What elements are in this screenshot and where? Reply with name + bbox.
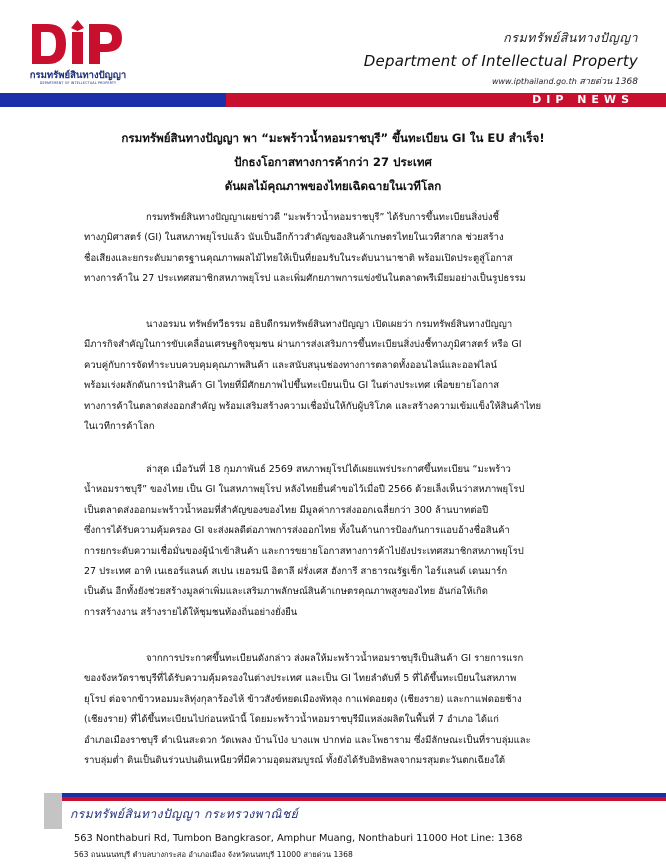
paragraph-line: ชื่อเสียงและยกระดับมาตรฐานคุณภาพผลไม้ไทยให้เป็นที่ยอมรับในระดับนานาชาติ พร้อมเปิดประตูสู่โอกาส bbox=[84, 252, 513, 264]
letterhead-footer bbox=[0, 793, 666, 866]
logo-dept-text: DEPARTMENT OF INTELLECTUAL PROPERTY bbox=[39, 81, 117, 85]
org-thai-name: กรมทรัพย์สินทางปัญญา bbox=[503, 30, 638, 45]
paragraph-line: 27 ประเทศ อาทิ เนเธอร์แลนด์ สเปน เยอรมนี อิตาลี ฝรั่งเศส ฮังการี สาธารณรัฐเช็ก ไอร์แลนด์ เดนมาร์ก bbox=[84, 566, 508, 578]
title-line-3: ดันผลไม้คุณภาพของไทยเฉิดฉายในเวทีโลก bbox=[224, 179, 442, 193]
paragraph-4 bbox=[84, 649, 584, 771]
footer-address-thai: 563 ถนนนนทบุรี ตำบลบางกระสอ อำเภอเมือง จังหวัดนนทบุรี 11000 สายด่วน 1368 bbox=[74, 850, 353, 859]
header-org-block bbox=[364, 28, 638, 88]
paragraph-line: กรมทรัพย์สินทางปัญญาเผยข่าวดี “มะพร้าวน้ำหอมราชบุรี” ได้รับการขึ้นทะเบียนสิ่งบ่งชี้ bbox=[146, 212, 499, 223]
paragraph-line: การสร้างงาน สร้างรายได้ให้ชุมชนท้องถิ่นอย่างยั่งยืน bbox=[84, 606, 298, 618]
paragraph-line: การยกระดับความเชื่อมั่นของผู้นำเข้าสินค้า และการขยายโอกาสทางการค้าไปยังประเทศสมาชิกสหภาพยุโรป bbox=[84, 545, 524, 557]
band-blue-segment bbox=[0, 93, 226, 107]
footer-thai-banner: กรมทรัพย์สินทางปัญญา กระทรวงพาณิชย์ bbox=[70, 807, 299, 821]
hotline-text: สายด่วน 1368 bbox=[579, 77, 638, 87]
dip-news-label: DIP NEWS bbox=[532, 93, 634, 106]
news-title bbox=[60, 126, 606, 198]
paragraph-line: ของจังหวัดราชบุรีที่ได้รับความคุ้มครองในต่างประเทศ และเป็น GI ไทยลำดับที่ 5 ที่ได้ขึ้นทะเบียนในสหภาพ bbox=[84, 673, 517, 685]
paragraph-2 bbox=[84, 315, 584, 437]
paragraph-line: ทางการค้าใน 27 ประเทศสมาชิกสหภาพยุโรป และเพิ่มศักยภาพการแข่งขันในตลาดพรีเมียมอย่างเป็นรูปธรรม bbox=[84, 273, 526, 285]
paragraph-line: มีภารกิจสำคัญในการขับเคลื่อนเศรษฐกิจชุมชน ผ่านการส่งเสริมการขึ้นทะเบียนสิ่งบ่งชี้ทางภูมิศาสตร์ หรือ GI bbox=[84, 339, 522, 351]
paragraph-line: จากการประกาศขึ้นทะเบียนดังกล่าว ส่งผลให้มะพร้าวน้ำหอมราชบุรีเป็นสินค้า GI รายการแรก bbox=[146, 653, 524, 664]
paragraph-line: ยุโรป ต่อจากข้าวหอมมะลิทุ่งกุลาร้องไห้ ข้าวสังข์หยดเมืองพัทลุง กาแฟดอยตุง (เชียงราย) และกาแฟดอยช้าง bbox=[84, 693, 522, 705]
footer-address-english: 563 Nonthaburi Rd, Tumbon Bangkrasor, Amphur Muang, Nonthaburi 11000 Hot Line: 1368 bbox=[74, 833, 523, 844]
paragraph-line: ราบลุ่มต่ำ ดินเป็นดินร่วนปนดินเหนียวที่มีความอุดมสมบูรณ์ ทั้งยังได้รับอิทธิพลจากมรสุมตะวันตกเฉียงใต้ bbox=[84, 755, 506, 767]
footer-red-bar bbox=[62, 797, 666, 801]
paragraph-line: เป็นตลาดส่งออกมะพร้าวน้ำหอมที่สำคัญของของไทย มีมูลค่าการส่งออกเฉลี่ยกว่า 300 ล้านบาทต่อปี bbox=[84, 504, 489, 516]
footer-grey-block bbox=[44, 793, 62, 829]
paragraph-line: ในเวทีการค้าโลก bbox=[84, 421, 155, 433]
dip-logo-icon bbox=[28, 18, 128, 68]
paragraph-1 bbox=[84, 208, 584, 290]
org-english-name: Department of Intellectual Property bbox=[363, 52, 638, 70]
paragraph-line: ควบคู่กับการจัดทำระบบควบคุมคุณภาพสินค้า และสนับสนุนช่องทางการตลาดทั้งออนไลน์และออฟไลน์ bbox=[84, 359, 498, 371]
paragraph-line: ทางการค้าในตลาดส่งออกสำคัญ พร้อมเสริมสร้างความเชื่อมั่นให้กับผู้บริโภค และสร้างความเข้มแข็งให้สินค้าไทย bbox=[84, 400, 542, 412]
letterhead-header bbox=[0, 0, 666, 92]
paragraph-line: (เชียงราย) ที่ได้ขึ้นทะเบียนไปก่อนหน้านี้ โดยมะพร้าวน้ำหอมราชบุรีมีแหล่งผลิตในพื้นที่ 7 อำเภอ ได้แก่ bbox=[84, 714, 499, 726]
website-line bbox=[364, 74, 638, 88]
paragraph-line: ซึ่งการได้รับความคุ้มครอง GI จะส่งผลดีต่อภาพการส่งออกไทย ทั้งในด้านการป้องกันการแอบอ้างชื่อสินค้า bbox=[84, 525, 510, 537]
website-url[interactable]: www.ipthailand.go.th bbox=[491, 77, 577, 86]
paragraph-line: อำเภอเมืองราชบุรี ดำเนินสะดวก วัดเพลง บ้านโป่ง บางแพ ปากท่อ และโพธาราม ซึ่งมีลักษณะเป็นที่ราบลุ่มและ bbox=[84, 734, 531, 746]
paragraph-line: นางอรมน ทรัพย์ทวีธรรม อธิบดีกรมทรัพย์สินทางปัญญา เปิดเผยว่า กรมทรัพย์สินทางปัญญา bbox=[146, 319, 513, 330]
dip-logo bbox=[28, 18, 128, 90]
dip-news-band bbox=[0, 93, 666, 107]
paragraph-line: น้ำหอมราชบุรี” ของไทย เป็น GI ในสหภาพยุโรป หลังไทยยื่นคำขอไว้เมื่อปี 2566 ด้วยเล็งเห็นว่าสหภาพยุโรป bbox=[84, 484, 525, 496]
paragraph-line: ล่าสุด เมื่อวันที่ 18 กุมภาพันธ์ 2569 สหภาพยุโรปได้เผยแพร่ประกาศขึ้นทะเบียน “มะพร้าว bbox=[146, 464, 511, 475]
paragraph-line: ทางภูมิศาสตร์ (GI) ในสหภาพยุโรปแล้ว นับเป็นอีกก้าวสำคัญของสินค้าเกษตรไทยในเวทีสากล ช่วยสร้าง bbox=[84, 232, 504, 244]
paragraph-3 bbox=[84, 460, 584, 623]
title-line-1: กรมทรัพย์สินทางปัญญา พา “มะพร้าวน้ำหอมราชบุรี” ขึ้นทะเบียน GI ใน EU สำเร็จ! bbox=[121, 131, 545, 145]
paragraph-line: พร้อมเร่งผลักดันการนำสินค้า GI ไทยที่มีศักยภาพไปขึ้นทะเบียนเป็น GI ในต่างประเทศ เพื่อขยายโอกาส bbox=[84, 380, 500, 392]
paragraph-line: เป็นต้น อีกทั้งยังช่วยสร้างมูลค่าเพิ่มและเสริมภาพลักษณ์สินค้าเกษตรคุณภาพสูงของไทย อันก่อให้เกิด bbox=[84, 586, 488, 598]
title-line-2: ปักธงโอกาสทางการค้ากว่า 27 ประเทศ bbox=[234, 155, 432, 169]
logo-thai-text: กรมทรัพย์สินทางปัญญา bbox=[29, 70, 127, 81]
